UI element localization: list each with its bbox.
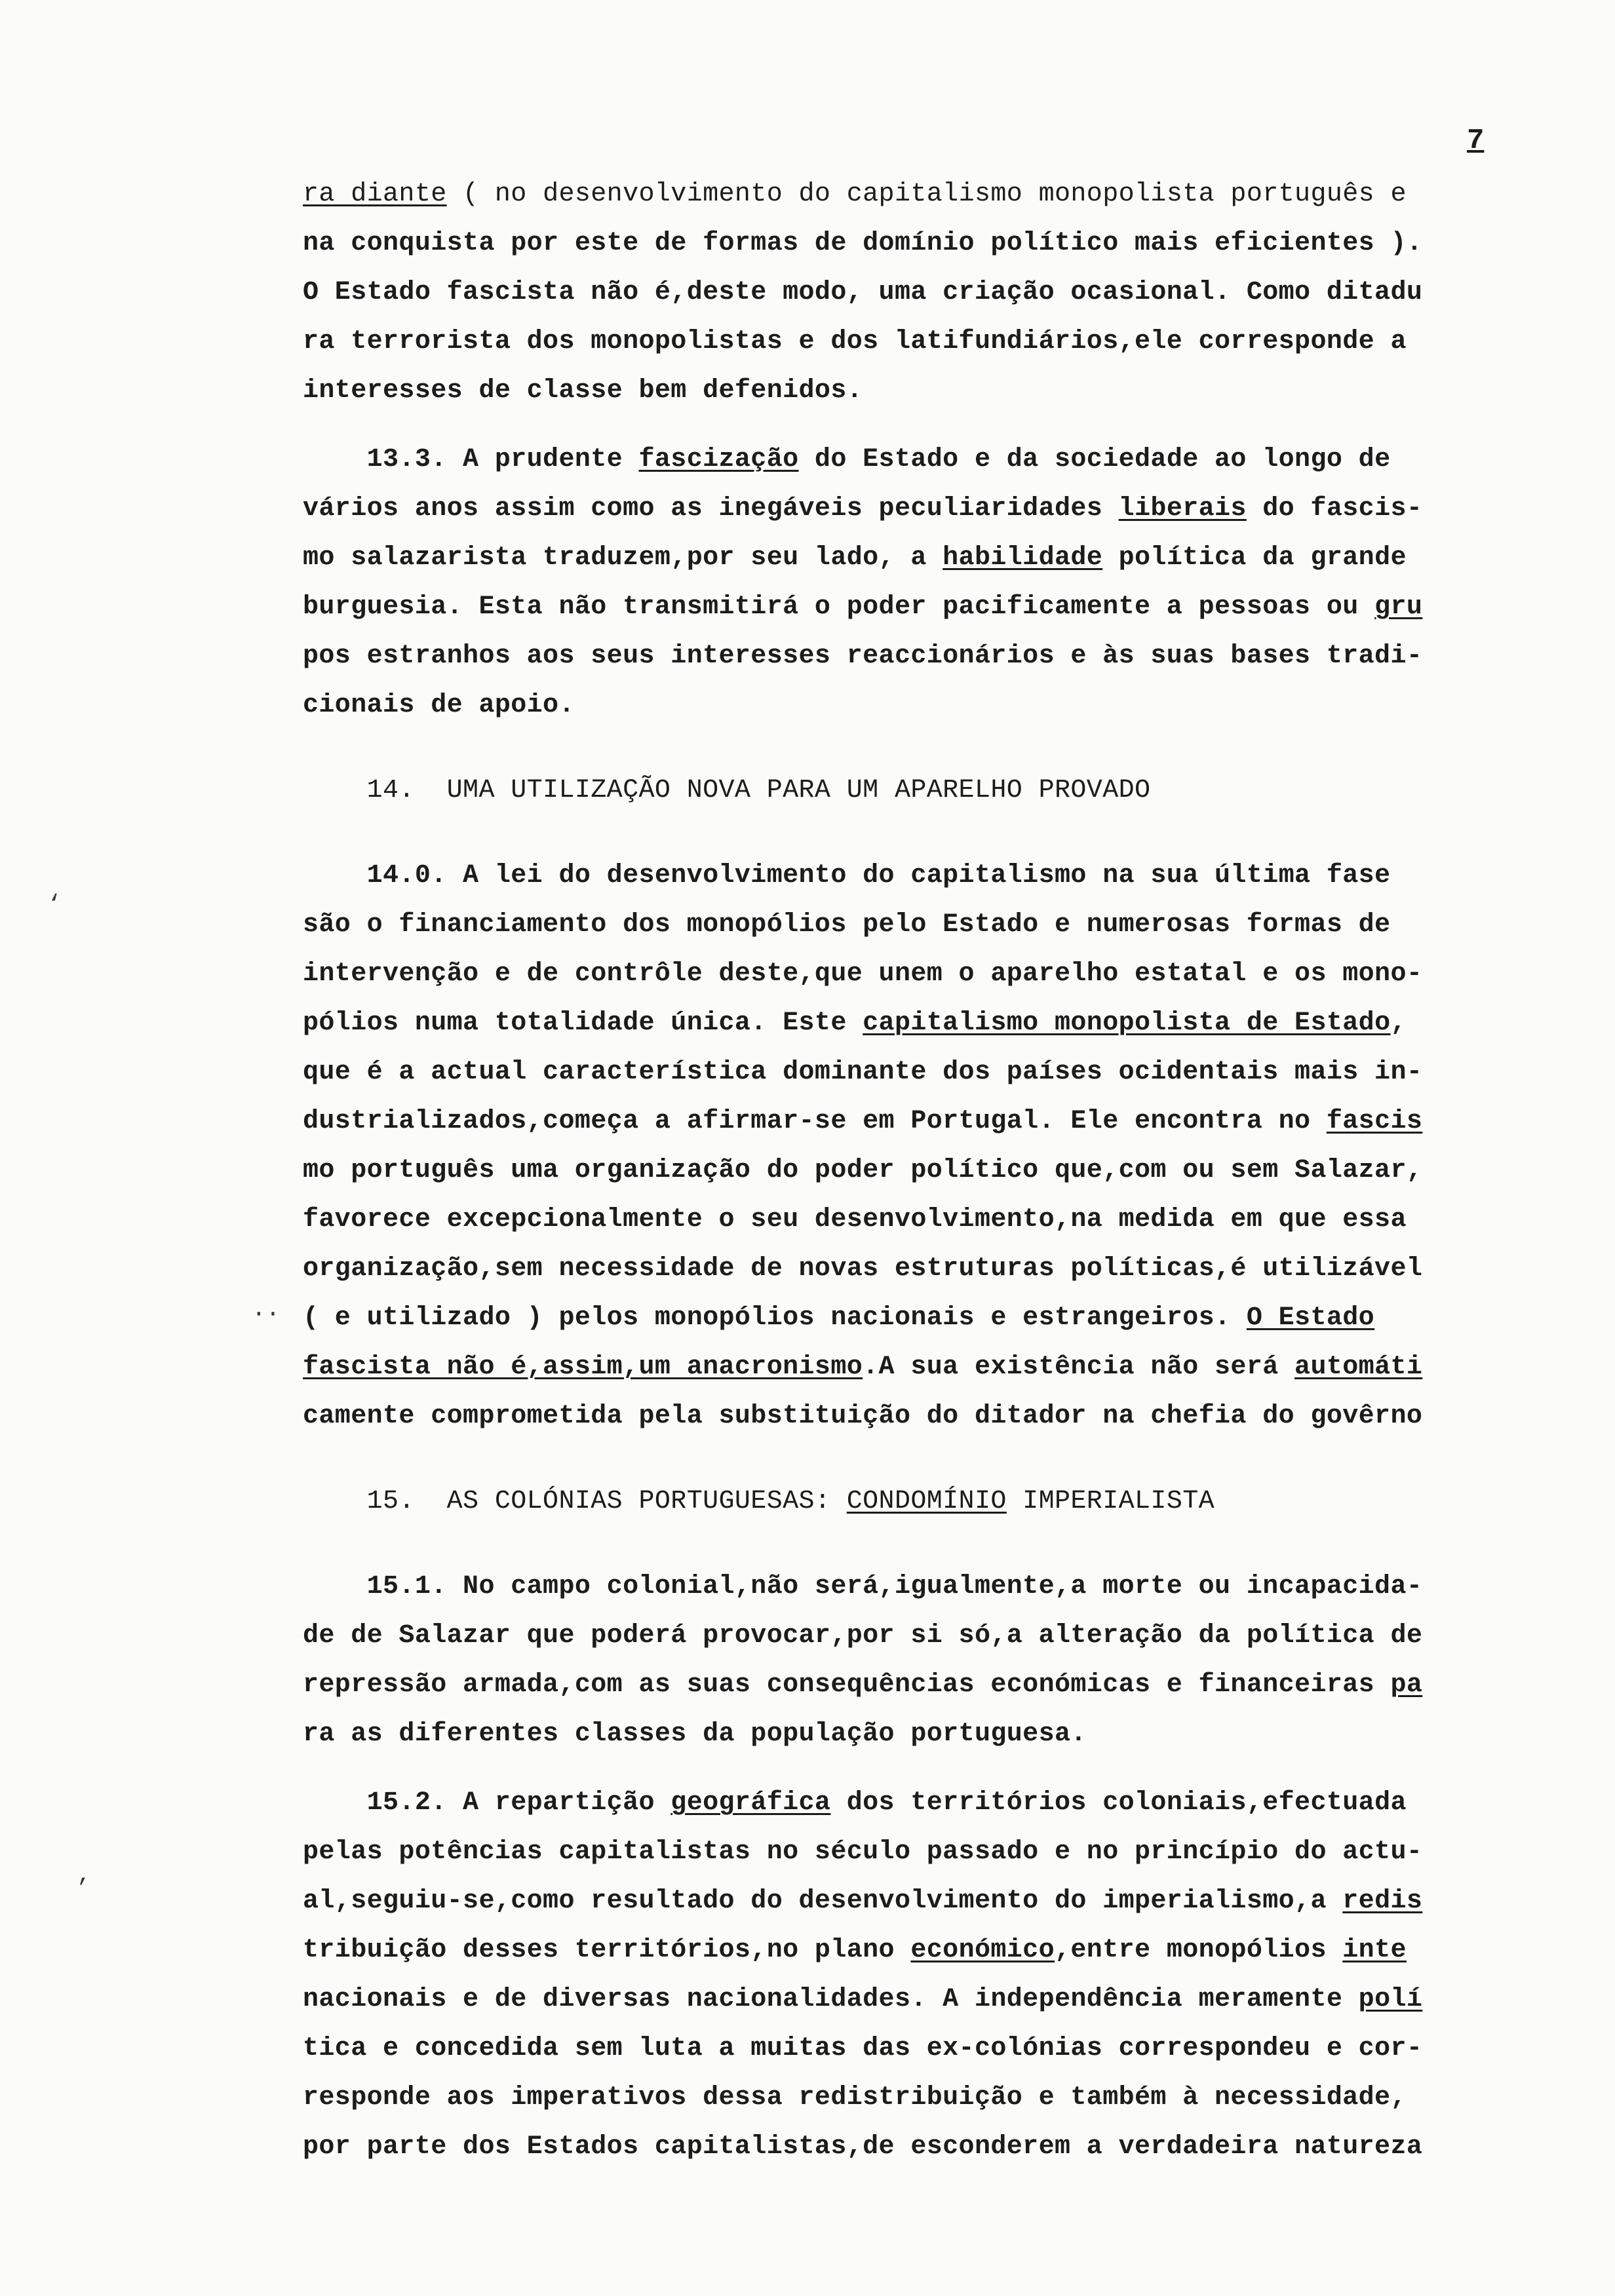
- text-segment: 14.0. A lei do desenvolvimento do capitalismo na sua última fase: [303, 861, 1391, 890]
- text-segment: tribuição desses territórios,no plano: [303, 1936, 911, 1965]
- text-line: [303, 1103, 1422, 1141]
- text-segment: vários anos assim como as inegáveis peculiaridades: [303, 494, 1119, 524]
- underlined-text: fascização: [638, 445, 799, 474]
- text-segment: pos estranhos aos seus interesses reaccionários e às suas bases tradi-: [303, 641, 1423, 671]
- underlined-text: habilidade: [943, 543, 1103, 573]
- text-line: [303, 225, 1422, 263]
- text-line: [303, 1617, 1422, 1655]
- text-segment: camente comprometida pela substituição do ditador na chefia do govêrno: [303, 1402, 1423, 1431]
- scan-mark: ··: [252, 1301, 281, 1328]
- text-segment: mo português uma organização do poder político que,com ou sem Salazar,: [303, 1156, 1423, 1185]
- text-segment: 13.3. A prudente: [303, 445, 639, 474]
- text-line: [303, 906, 1390, 944]
- text-line: [303, 539, 1407, 577]
- text-line: [303, 274, 1422, 312]
- page-number: 7: [1467, 124, 1485, 157]
- text-segment: 14. UMA UTILIZAÇÃO NOVA PARA UM APARELHO PROVADO: [303, 776, 1151, 805]
- text-line: [303, 1483, 1215, 1521]
- text-line: [303, 687, 575, 725]
- text-segment: ,entre monopólios: [1055, 1936, 1343, 1965]
- text-segment: al,seguiu-se,como resultado do desenvolvimento do imperialismo,a: [303, 1886, 1343, 1916]
- text-segment: nacionais e de diversas nacionalidades. A independência meramente: [303, 1985, 1359, 2014]
- underlined-text: geográfica: [671, 1788, 831, 1818]
- underlined-text: económico: [910, 1936, 1055, 1965]
- text-segment: 15. AS COLÓNIAS PORTUGUESAS:: [303, 1487, 847, 1516]
- text-segment: cionais de apoio.: [303, 691, 575, 720]
- underlined-text: liberais: [1118, 494, 1247, 524]
- text-segment: pelas potências capitalistas no século passado e no princípio do actu-: [303, 1837, 1423, 1867]
- text-line: [303, 1054, 1422, 1092]
- underlined-text: capitalismo monopolista de Estado: [863, 1008, 1391, 1038]
- text-line: [303, 1981, 1422, 2019]
- underlined-text: ra diante: [303, 180, 447, 209]
- text-segment: por parte dos Estados capitalistas,de esconderem a verdadeira natureza: [303, 2132, 1423, 2162]
- text-line: [303, 772, 1150, 810]
- text-line: [303, 1715, 1087, 1753]
- text-line: [303, 372, 863, 410]
- underlined-text: pa: [1390, 1670, 1423, 1700]
- text-line: [303, 955, 1422, 993]
- text-segment: O Estado fascista não é,deste modo, uma criação ocasional. Como ditadu: [303, 278, 1423, 307]
- text-line: [303, 176, 1407, 214]
- text-line: [303, 323, 1407, 361]
- text-line: [303, 1349, 1422, 1387]
- underlined-text: polí: [1358, 1985, 1423, 2014]
- underlined-text: redis: [1342, 1886, 1423, 1916]
- text-segment: mo salazarista traduzem,por seu lado, a: [303, 543, 943, 573]
- text-segment: responde aos imperativos dessa redistribuição e também à necessidade,: [303, 2083, 1407, 2113]
- text-segment: favorece excepcionalmente o seu desenvolvimento,na medida em que essa: [303, 1205, 1407, 1234]
- text-segment: ,: [1390, 1008, 1407, 1038]
- text-segment: pólios numa totalidade única. Este: [303, 1008, 863, 1038]
- text-line: [303, 638, 1422, 676]
- scan-mark: ‚: [76, 1861, 90, 1888]
- text-segment: são o financiamento dos monopólios pelo Estado e numerosas formas de: [303, 910, 1391, 940]
- underlined-text: gru: [1374, 592, 1423, 622]
- text-segment: ra terrorista dos monopolistas e dos latifundiários,ele corresponde a: [303, 327, 1407, 356]
- text-segment: ( no desenvolvimento do capitalismo monopolista português e: [446, 180, 1407, 209]
- text-segment: que é a actual característica dominante dos países ocidentais mais in-: [303, 1058, 1423, 1087]
- text-line: [303, 1568, 1422, 1606]
- text-line: [303, 1932, 1407, 1970]
- text-segment: burguesia. Esta não transmitirá o poder pacificamente a pessoas ou: [303, 592, 1375, 622]
- text-segment: dos territórios coloniais,efectuada: [830, 1788, 1407, 1818]
- scan-mark: ‘: [47, 891, 62, 918]
- text-segment: 15.1. No campo colonial,não será,igualmente,a morte ou incapacida-: [303, 1572, 1423, 1601]
- text-line: [303, 2030, 1422, 2068]
- text-line: [303, 1152, 1422, 1190]
- text-segment: tica e concedida sem luta a muitas das ex-colónias correspondeu e cor-: [303, 2034, 1423, 2063]
- text-line: [303, 1201, 1407, 1239]
- text-line: [303, 588, 1422, 626]
- text-line: [303, 1833, 1422, 1871]
- text-line: [303, 2079, 1407, 2117]
- text-segment: na conquista por este de formas de domínio político mais eficientes ).: [303, 229, 1423, 258]
- text-line: [303, 1883, 1422, 1921]
- text-segment: do Estado e da sociedade ao longo de: [798, 445, 1391, 474]
- underlined-text: automáti: [1294, 1352, 1423, 1382]
- text-segment: repressão armada,com as suas consequências económicas e financeiras: [303, 1670, 1391, 1700]
- text-line: [303, 441, 1390, 479]
- text-segment: ( e utilizado ) pelos monopólios nacionais e estrangeiros.: [303, 1303, 1247, 1333]
- text-line: [303, 1666, 1422, 1704]
- text-segment: intervenção e de contrôle deste,que unem o aparelho estatal e os mono-: [303, 959, 1423, 989]
- underlined-text: inte: [1342, 1936, 1407, 1965]
- text-line: [303, 857, 1390, 895]
- text-segment: organização,sem necessidade de novas estruturas políticas,é utilizável: [303, 1254, 1423, 1284]
- text-segment: interesses de classe bem defenidos.: [303, 376, 863, 406]
- underlined-text: O Estado: [1246, 1303, 1375, 1333]
- text-segment: ra as diferentes classes da população portuguesa.: [303, 1719, 1087, 1749]
- text-segment: .A sua existência não será: [863, 1352, 1295, 1382]
- text-segment: 15.2. A repartição: [303, 1788, 671, 1818]
- text-line: [303, 1299, 1374, 1337]
- text-line: [303, 2128, 1422, 2166]
- underlined-text: fascis: [1326, 1107, 1423, 1136]
- text-line: [303, 1398, 1422, 1436]
- underlined-text: CONDOMÍNIO: [846, 1487, 1007, 1516]
- underlined-text: fascista não é,assim,um anacronismo: [303, 1352, 863, 1382]
- text-segment: política da grande: [1102, 543, 1407, 573]
- text-segment: do fascis-: [1246, 494, 1423, 524]
- text-line: [303, 1004, 1407, 1043]
- text-line: [303, 490, 1422, 528]
- text-segment: dustrializados,começa a afirmar-se em Portugal. Ele encontra no: [303, 1107, 1327, 1136]
- text-segment: IMPERIALISTA: [1006, 1487, 1215, 1516]
- text-segment: de de Salazar que poderá provocar,por si só,a alteração da política de: [303, 1621, 1423, 1651]
- text-line: [303, 1784, 1407, 1822]
- text-line: [303, 1250, 1422, 1288]
